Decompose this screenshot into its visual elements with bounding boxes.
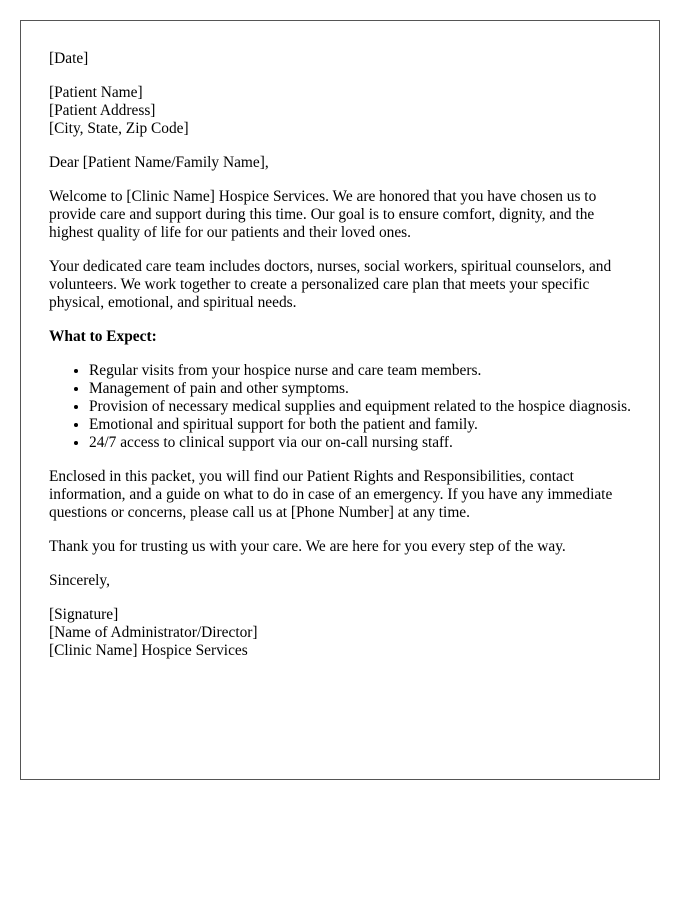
enclosed-paragraph: Enclosed in this packet, you will find our Patient Rights and Responsibilities, contact information, and a guide on what to do in case of an emergency. If you have any immediate questions or concerns, please call us at [Phone Number] at any time.: [49, 468, 613, 521]
signoff: Sincerely,: [49, 572, 110, 589]
signer-name-title: [Name of Administrator/Director]: [49, 624, 258, 641]
expect-list: [49, 362, 631, 452]
recipient-address: [49, 84, 631, 138]
expect-item-on-call: • 24/7 access to clinical support via our on-call nursing staff.: [89, 434, 631, 452]
letter-page: [20, 20, 660, 780]
expect-item-pain-management: • Management of pain and other symptoms.: [89, 380, 631, 398]
expect-item-visits: • Regular visits from your hospice nurse and care team members.: [89, 362, 631, 380]
expect-item-supplies: • Provision of necessary medical supplies and equipment related to the hospice diagnosis.: [89, 398, 631, 416]
signer-organization: [Clinic Name] Hospice Services: [49, 642, 248, 659]
salutation: Dear [Patient Name/Family Name],: [49, 154, 269, 171]
thank-you-paragraph: Thank you for trusting us with your care. We are here for you every step of the way.: [49, 538, 566, 555]
expect-item-support: • Emotional and spiritual support for both the patient and family.: [89, 416, 631, 434]
recipient-address-line: [Patient Address]: [49, 102, 156, 119]
letter-date: [Date]: [49, 50, 89, 67]
care-team-paragraph: Your dedicated care team includes doctors, nurses, social workers, spiritual counselors, and volunteers. We work together to create a personalized care plan that meets your specific physical, emotional, and spiritual needs.: [49, 258, 612, 311]
what-to-expect-heading: What to Expect:: [49, 328, 157, 345]
recipient-city-state-zip: [City, State, Zip Code]: [49, 120, 189, 137]
signature-block: [49, 606, 631, 660]
signature-line: [Signature]: [49, 606, 119, 623]
welcome-paragraph: Welcome to [Clinic Name] Hospice Services. We are honored that you have chosen us to provide care and support during this time. Our goal is to ensure comfort, dignity, and the highest quality of life for our patients and their loved ones.: [49, 188, 597, 241]
recipient-name: [Patient Name]: [49, 84, 143, 101]
